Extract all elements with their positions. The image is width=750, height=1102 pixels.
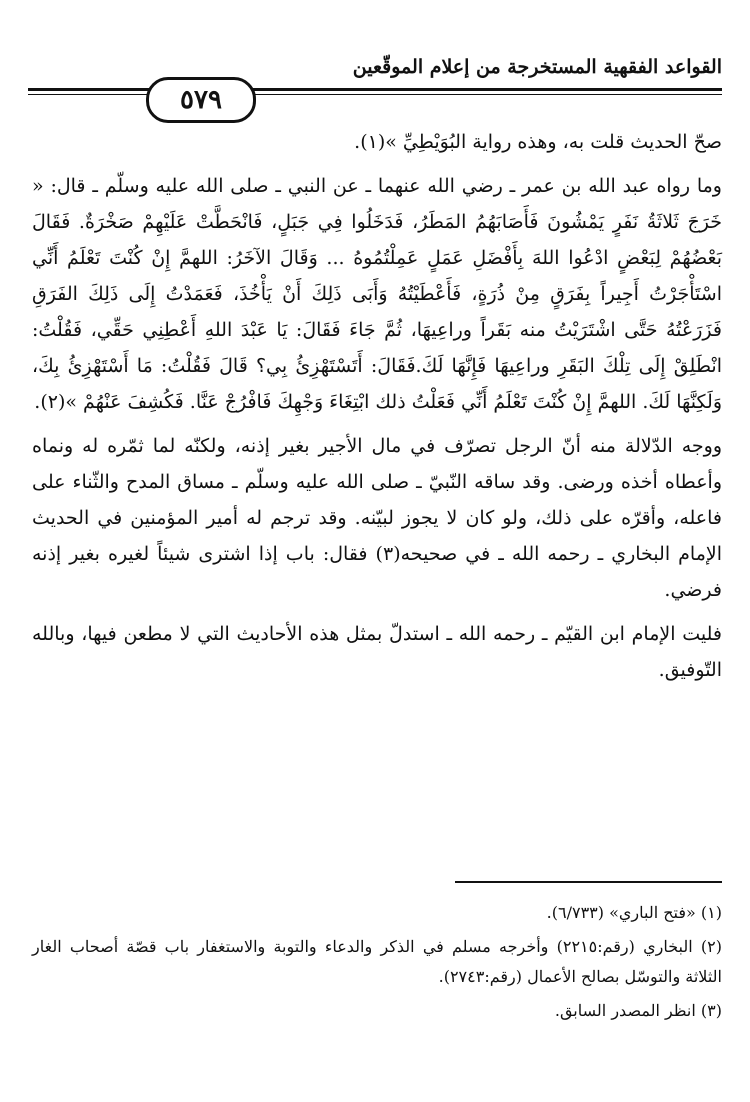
paragraph: فليت الإمام ابن القيّم ـ رحمه الله ـ استدلّ بمثل هذه الأحاديث التي لا مطعن فيها، وبالله التّوفيق. (32, 623, 722, 681)
running-title: القواعد الفقهية المستخرجة من إعلام الموقّعين (352, 56, 722, 78)
footnote: (٢) البخاري (رقم:٢٢١٥) وأخرجه مسلم في الذكر والدعاء والتوبة والاستغفار باب قصّة أصحاب الغار الثلاثة والتوسّل بصالح الأعمال (رقم:٢٧٤٣). (32, 937, 723, 986)
page-number: ٥٧٩ (146, 77, 256, 123)
paragraph: ووجه الدّلالة منه أنّ الرجل تصرّف في مال الأجير بغير إذنه، ولكنّه لما ثمّره له ونماه وأعطاه أخذه ورضى. وقد ساقه النّبيّ ـ صلى الله عليه وسلّم ـ مساق المدح والثّناء على فاعله، وأقرّه على ذلك، ولو كان لا يجوز لبيّنه. وقد ترجم له أمير المؤمنين في الحديث الإمام البخاري ـ رحمه الله ـ في صحيحه(٣) فقال: باب إذا اشترى شيئاً لغيره بغير إذنه فرضي. (32, 435, 722, 601)
main-text (32, 124, 722, 696)
paragraph: وما رواه عبد الله بن عمر ـ رضي الله عنهما ـ عن النبي ـ صلى الله عليه وسلّم ـ قال: « خَرَجَ ثَلاثَةُ نَفَرٍ يَمْشُونَ فَأَصَابَهُمُ المَطَرُ، فَدَخَلُوا فِي جَبَلٍ، فَانْحَطَّتْ عَلَيْهِمْ صَخْرَةٌ. فَقَالَ بَعْضُهُمْ لِبَعْضٍ ادْعُوا اللهَ بِأَفْضَلِ عَمَلٍ عَمِلْتُمُوهُ ... وَقَالَ الآخَرُ: اللهمَّ إِنْ كُنْتَ تَعْلَمُ أَنِّي اسْتَأْجَرْتُ أَجِيراً بِفَرَقٍ مِنْ ذُرَةٍ، فَأَعْطَيْتُهُ وَأَبَى ذَلِكَ أَنْ يَأْخُذَ، فَعَمَدْتُ إِلَى ذَلِكَ الفَرَقِ فَزَرَعْتُهُ حَتَّى اشْتَرَيْتُ منه بَقَراً وراعِيهَا، ثُمَّ جَاءَ فَقَالَ: يَا عَبْدَ اللهِ أَعْطِنِي حَقِّي، فَقُلْتُ: انْطَلِقْ إِلَى تِلْكَ البَقَرِ وراعِيهَا فَإِنَّهَا لَكَ.فَقَالَ: أَتَسْتَهْزِئُ بِي؟ قَالَ فَقُلْتُ: مَا أَسْتَهْزِئُ بِكَ، وَلَكِنَّهَا لَكَ. اللهمَّ إِنْ كُنْتَ تَعْلَمُ أَنِّي فَعَلْتُ ذلك ابْتِغَاءَ وَجْهِكَ فَافْرُجْ عَنَّا. فَكُشِفَ عَنْهُمْ »(٢). (32, 175, 722, 413)
footnotes (32, 898, 722, 1030)
header-rule-thin (28, 94, 722, 95)
header-rule (28, 88, 722, 91)
footnote: (١) «فتح الباري» (٦/٧٣٣). (546, 903, 722, 922)
footnote: (٣) انظر المصدر السابق. (554, 1001, 722, 1020)
footnote-separator (455, 881, 722, 883)
paragraph: صحّ الحديث قلت به، وهذه رواية البُوَيْطِيِّ »(١). (354, 131, 722, 153)
running-header (28, 52, 722, 122)
